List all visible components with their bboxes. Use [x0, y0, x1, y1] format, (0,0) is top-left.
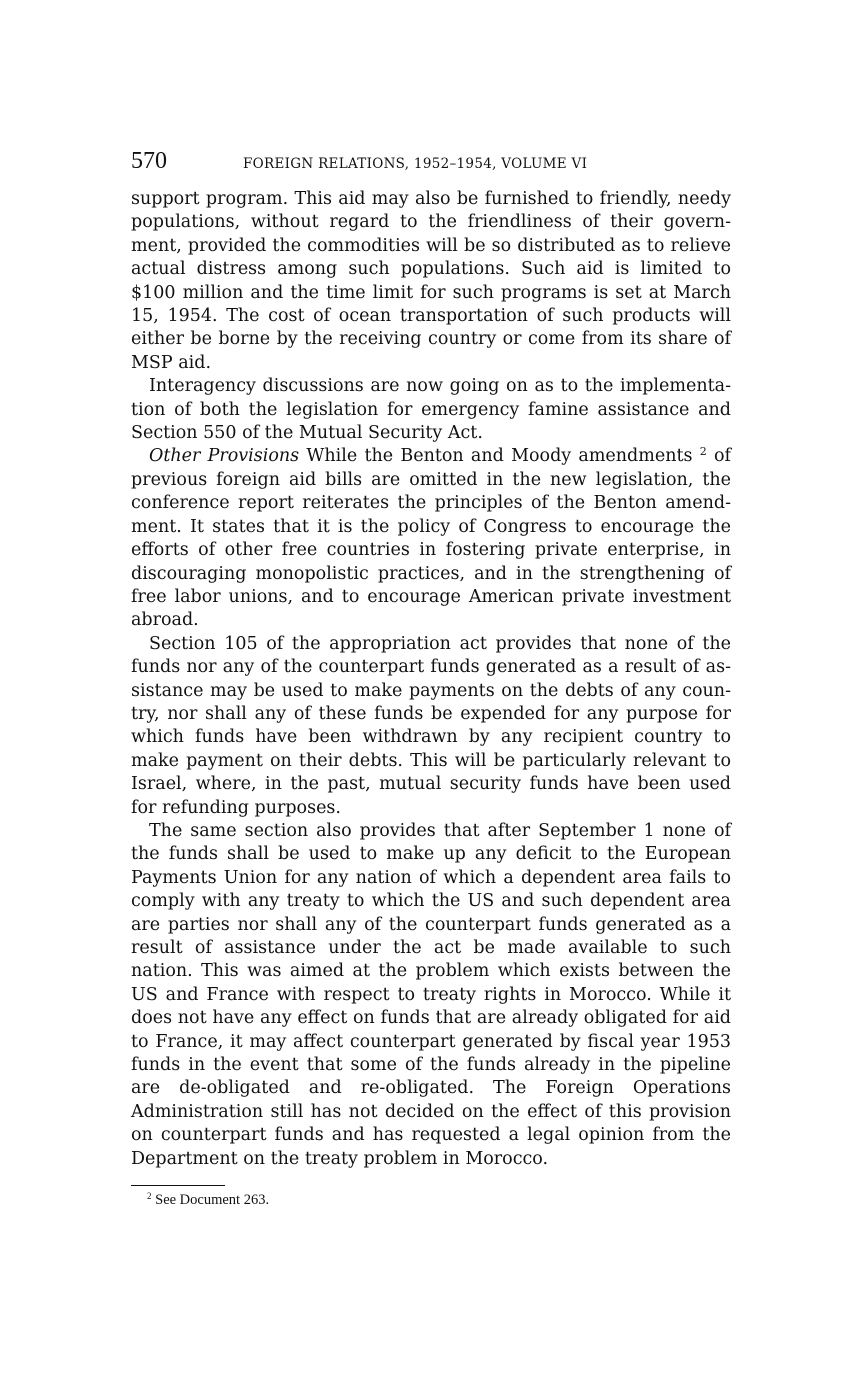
page-number: 570: [131, 148, 167, 174]
body-text: [131, 188, 731, 1171]
footnote: [131, 1192, 731, 1209]
section-heading-other-provisions: Other Provisions: [149, 446, 300, 467]
document-page: [131, 148, 731, 1209]
paragraph-1: support program. This aid may also be furnished to friendly, needy populations, without regard to the friendliness of their government, provided the commodities will be so distributed as to relieve actual distress among such populations. Such aid is limited to $100 million and the time limit for such programs is set at March 15, 1954. The cost of ocean transportation of such products will either be borne by the receiving country or come from its share of MSP aid.: [131, 189, 731, 373]
footnote-text: See Document 263.: [151, 1192, 270, 1209]
paragraph-3: [131, 445, 731, 632]
running-head-title: FOREIGN RELATIONS, 1952–1954, VOLUME VI: [243, 156, 588, 172]
running-head: [131, 148, 731, 178]
paragraph-2: Interagency discussions are now going on as to the implementation of both the legislation for emergency famine assistance and Section 550 of the Mutual Security Act.: [131, 376, 731, 444]
footnote-marker: 2: [147, 1191, 152, 1202]
paragraph-5: The same section also provides that after September 1 none of the funds shall be used to make up any deficit to the European Payments Union for any nation of which a dependent area fails to comply with any treaty to which the US and such dependent area are parties nor shall any of the counterpart funds generated as a result of assistance under the act be made available to such nation. This was aimed at the problem which exists between the US and France with respect to treaty rights in Morocco. While it does not have any effect on funds that are already obligated for aid to France, it may affect counterpart generated by fiscal year 1953 funds in the event that some of the funds already in the pipeline are de-obligated and re-obligated. The Foreign Operations Administration still has not decided on the effect of this provision on counterpart funds and has requested a legal opinion from the Department on the treaty problem in Morocco.: [131, 820, 731, 1169]
footnote-divider: [131, 1185, 225, 1186]
paragraph-4: Section 105 of the appropriation act provides that none of the funds nor any of the counterpart funds generated as a result of assistance may be used to make payments on the debts of any country, nor shall any of these funds be expended for any purpose for which funds have been withdrawn by any recipient country to make payment on their debts. This will be particularly relevant to Israel, where, in the past, mutual security funds have been used for refunding purposes.: [131, 633, 731, 818]
footnote-reference: 2: [699, 445, 707, 459]
paragraph-3-body: of previous foreign aid bills are omitted in the new legislation, the conference report reiterates the principles of the Benton amendment. It states that it is the policy of Congress to encourage the efforts of other free countries in fostering private enterprise, in discouraging monopolistic practices, and in the strengthening of free labor unions, and to encourage American private investment abroad.: [131, 446, 732, 631]
paragraph-3-lead: While the Benton and Moody amendments: [299, 446, 700, 467]
